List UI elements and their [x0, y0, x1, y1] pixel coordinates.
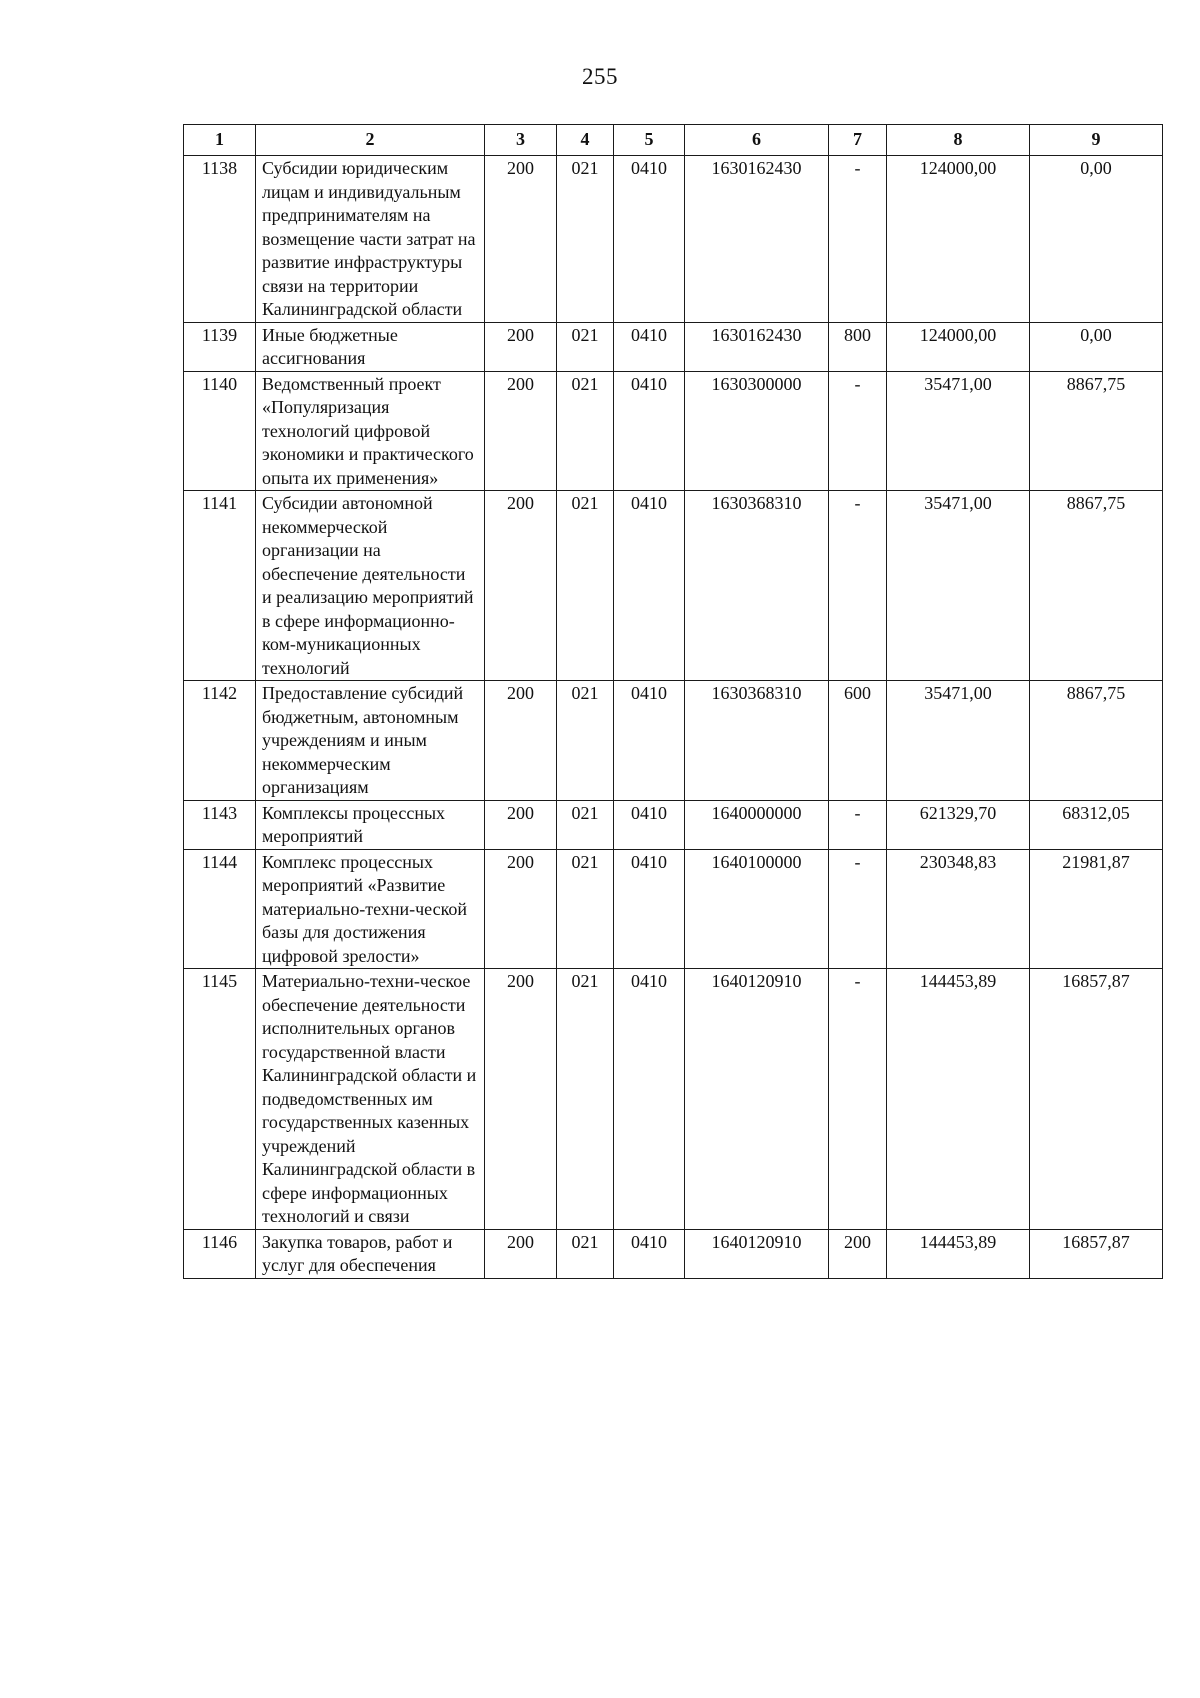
column-header: 9: [1030, 125, 1163, 156]
row-number: 1143: [184, 800, 256, 849]
row-number: 1146: [184, 1229, 256, 1278]
table-row: [184, 849, 1163, 969]
table-row: [184, 800, 1163, 849]
row-number: 1145: [184, 969, 256, 1230]
table-row: [184, 491, 1163, 681]
row-number: 1142: [184, 681, 256, 801]
budget-table: [183, 124, 1163, 1279]
table-header-row: [184, 125, 1163, 156]
cell-col5: 0410: [614, 491, 685, 681]
cell-col9: 0,00: [1030, 322, 1163, 371]
table-row: [184, 156, 1163, 323]
cell-col3: 200: [485, 156, 557, 323]
cell-col5: 0410: [614, 322, 685, 371]
cell-col9: 8867,75: [1030, 491, 1163, 681]
cell-col4: 021: [557, 322, 614, 371]
cell-col3: 200: [485, 1229, 557, 1278]
cell-col9: 68312,05: [1030, 800, 1163, 849]
cell-col6: 1640000000: [685, 800, 829, 849]
cell-col3: 200: [485, 849, 557, 969]
row-name: Субсидии автономной некоммерческой организации на обеспечение деятельности и реализацию мероприятий в сфере информационно-ком-муникационных технологий: [256, 491, 485, 681]
cell-col7: -: [829, 800, 887, 849]
row-number: 1140: [184, 371, 256, 491]
row-number: 1138: [184, 156, 256, 323]
cell-col8: 35471,00: [887, 491, 1030, 681]
cell-col7: -: [829, 969, 887, 1230]
cell-col8: 144453,89: [887, 969, 1030, 1230]
cell-col3: 200: [485, 969, 557, 1230]
cell-col9: 8867,75: [1030, 371, 1163, 491]
cell-col5: 0410: [614, 800, 685, 849]
cell-col7: -: [829, 491, 887, 681]
row-name: Комплексы процессных мероприятий: [256, 800, 485, 849]
cell-col7: -: [829, 849, 887, 969]
cell-col8: 144453,89: [887, 1229, 1030, 1278]
cell-col4: 021: [557, 371, 614, 491]
cell-col4: 021: [557, 156, 614, 323]
table-row: [184, 681, 1163, 801]
row-name: Закупка товаров, работ и услуг для обеспечения: [256, 1229, 485, 1278]
cell-col6: 1640120910: [685, 969, 829, 1230]
cell-col7: -: [829, 156, 887, 323]
cell-col6: 1640100000: [685, 849, 829, 969]
cell-col3: 200: [485, 800, 557, 849]
cell-col8: 621329,70: [887, 800, 1030, 849]
cell-col9: 8867,75: [1030, 681, 1163, 801]
cell-col7: 200: [829, 1229, 887, 1278]
cell-col5: 0410: [614, 1229, 685, 1278]
cell-col5: 0410: [614, 371, 685, 491]
cell-col6: 1630162430: [685, 156, 829, 323]
cell-col5: 0410: [614, 969, 685, 1230]
column-header: 5: [614, 125, 685, 156]
cell-col6: 1630162430: [685, 322, 829, 371]
cell-col6: 1630368310: [685, 681, 829, 801]
row-number: 1144: [184, 849, 256, 969]
cell-col4: 021: [557, 491, 614, 681]
column-header: 6: [685, 125, 829, 156]
row-name: Комплекс процессных мероприятий «Развитие материально-техни-ческой базы для достижения цифровой зрелости»: [256, 849, 485, 969]
cell-col5: 0410: [614, 681, 685, 801]
column-header: 8: [887, 125, 1030, 156]
page-number: 255: [582, 64, 618, 89]
cell-col8: 124000,00: [887, 156, 1030, 323]
column-header: 2: [256, 125, 485, 156]
row-name: Предоставление субсидий бюджетным, автономным учреждениям и иным некоммерческим организациям: [256, 681, 485, 801]
cell-col9: 16857,87: [1030, 1229, 1163, 1278]
column-header: 3: [485, 125, 557, 156]
cell-col9: 0,00: [1030, 156, 1163, 323]
table-row: [184, 371, 1163, 491]
cell-col8: 35471,00: [887, 371, 1030, 491]
cell-col8: 35471,00: [887, 681, 1030, 801]
cell-col4: 021: [557, 969, 614, 1230]
row-name: Иные бюджетные ассигнования: [256, 322, 485, 371]
row-number: 1141: [184, 491, 256, 681]
cell-col5: 0410: [614, 156, 685, 323]
cell-col9: 21981,87: [1030, 849, 1163, 969]
row-name: Ведомственный проект «Популяризация технологий цифровой экономики и практического опыта их применения»: [256, 371, 485, 491]
cell-col7: 800: [829, 322, 887, 371]
cell-col9: 16857,87: [1030, 969, 1163, 1230]
row-number: 1139: [184, 322, 256, 371]
cell-col3: 200: [485, 681, 557, 801]
cell-col8: 124000,00: [887, 322, 1030, 371]
cell-col3: 200: [485, 371, 557, 491]
cell-col4: 021: [557, 800, 614, 849]
row-name: Субсидии юридическим лицам и индивидуальным предпринимателям на возмещение части затрат на развитие инфраструктуры связи на территории Калининградской области: [256, 156, 485, 323]
cell-col7: 600: [829, 681, 887, 801]
column-header: 7: [829, 125, 887, 156]
cell-col6: 1630368310: [685, 491, 829, 681]
column-header: 4: [557, 125, 614, 156]
table-row: [184, 969, 1163, 1230]
cell-col8: 230348,83: [887, 849, 1030, 969]
cell-col7: -: [829, 371, 887, 491]
cell-col4: 021: [557, 849, 614, 969]
cell-col4: 021: [557, 1229, 614, 1278]
cell-col3: 200: [485, 322, 557, 371]
column-header: 1: [184, 125, 256, 156]
cell-col5: 0410: [614, 849, 685, 969]
table-row: [184, 1229, 1163, 1278]
cell-col6: 1640120910: [685, 1229, 829, 1278]
cell-col4: 021: [557, 681, 614, 801]
cell-col3: 200: [485, 491, 557, 681]
row-name: Материально-техни-ческое обеспечение деятельности исполнительных органов государственной власти Калининградской области и подведомственных им государственных казенных учреждений Калининградской области в сфере информационных технологий и связи: [256, 969, 485, 1230]
cell-col6: 1630300000: [685, 371, 829, 491]
table-row: [184, 322, 1163, 371]
